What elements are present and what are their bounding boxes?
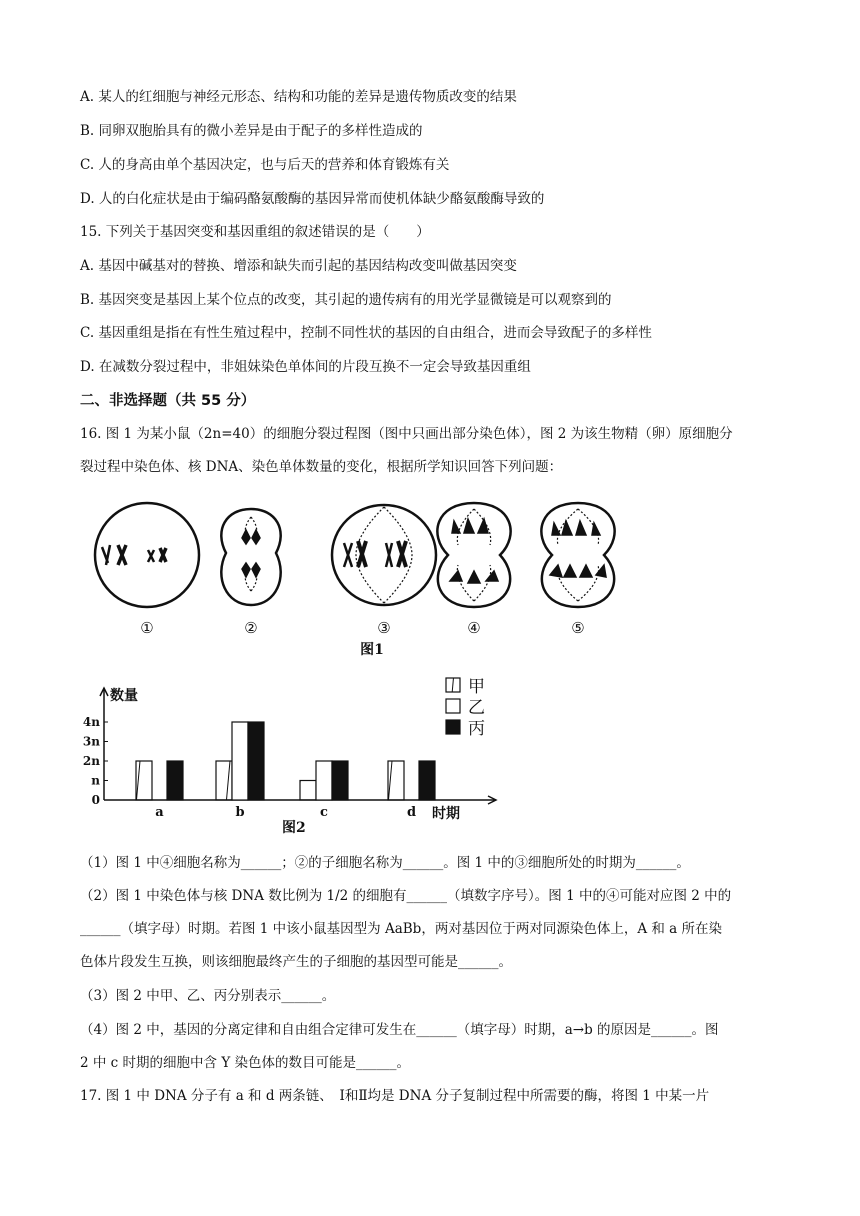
bar-b-hatch — [216, 761, 232, 800]
legend-label: 丙 — [468, 719, 485, 739]
figure-2-caption: 图2 — [282, 820, 306, 836]
x-tick-label: d — [406, 805, 417, 820]
question-16-part-2-line-2: ______（填字母）时期。若图 1 中该小鼠基因型为 AaBb，两对基因位于两对同源染色体上，A 和 a 所在染 — [80, 921, 722, 937]
figure-1 — [76, 495, 796, 665]
cell-3-label: ③ — [377, 619, 391, 637]
figure-1-caption: 图1 — [360, 642, 384, 658]
y-axis-label: 数量 — [110, 688, 138, 704]
question-17: 17. 图 1 中 DNA 分子有 a 和 d 两条链、 Ⅰ和Ⅱ均是 DNA 分子复制过程中所需要的酶，将图 1 中某一片 — [80, 1088, 710, 1104]
cell-5-label: ⑤ — [571, 619, 585, 637]
x-tick-label: c — [320, 805, 328, 820]
option-15a: A. 基因中碱基对的替换、增添和缺失而引起的基因结构改变叫做基因突变 — [80, 258, 517, 274]
question-16-part-2-line-1: （2）图 1 中染色体与核 DNA 数比例为 1/2 的细胞有______（填数字序号）。图 1 中的④可能对应图 2 中的 — [80, 888, 732, 904]
cell-1-label: ① — [140, 619, 154, 637]
option-15d: D. 在减数分裂过程中，非姐妹染色单体间的片段互换不一定会导致基因重组 — [80, 359, 531, 375]
question-16-part-2-line-3: 色体片段发生互换，则该细胞最终产生的子细胞的基因型可能是______。 — [80, 954, 512, 970]
bar-d-black — [419, 761, 435, 800]
bar-a-hatch — [136, 761, 152, 800]
legend-swatch — [446, 699, 460, 713]
cell-2-chromosomes — [242, 517, 260, 591]
cell-1-chromosomes — [102, 545, 166, 565]
question-16-part-1: （1）图 1 中④细胞名称为______；②的子细胞名称为______。图 1 中的③细胞所处的时期为______。 — [80, 855, 690, 871]
y-tick-label: n — [91, 773, 100, 788]
question-16-part-3: （3）图 2 中甲、乙、丙分别表示______。 — [80, 988, 336, 1004]
bar-c-black — [332, 761, 348, 800]
option-14d: D. 人的白化症状是由于编码酪氨酸酶的基因异常而使机体缺少酪氨酸酶导致的 — [80, 191, 545, 207]
x-tick-label: a — [155, 805, 164, 820]
section-heading: 二、非选择题（共 55 分） — [80, 393, 256, 409]
y-tick-label: 2n — [82, 754, 100, 768]
bar-a-black — [167, 761, 183, 800]
option-14a: A. 某人的红细胞与神经元形态、结构和功能的差异是遗传物质改变的结果 — [80, 89, 517, 105]
legend-swatch — [446, 678, 460, 692]
bar-c-hatch — [300, 781, 316, 801]
cell-4-label: ④ — [467, 619, 481, 637]
question-16-part-4-line-2: 2 中 c 时期的细胞中含 Y 染色体的数目可能是______。 — [80, 1055, 411, 1071]
bar-b-white — [232, 722, 248, 800]
question-16-line-1: 16. 图 1 为某小鼠（2n=40）的细胞分裂过程图（图中只画出部分染色体），图 2 为该生物精（卵）原细胞分 — [80, 426, 733, 442]
bar-d-hatch — [388, 761, 404, 800]
x-axis-label: 时期 — [432, 806, 460, 822]
cell-4-chromosomes — [450, 509, 498, 601]
cell-3-chromosomes — [344, 507, 412, 603]
bar-c-white — [316, 761, 332, 800]
cell-5 — [541, 503, 614, 607]
legend-label: 乙 — [468, 698, 485, 718]
y-tick-label: 3n — [82, 734, 100, 749]
option-15b: B. 基因突变是基因上某个位点的改变，其引起的遗传病有的用光学显微镜是可以观察到的 — [80, 292, 612, 308]
cell-1 — [95, 503, 199, 607]
question-16-line-2: 裂过程中染色体、核 DNA、染色单体数量的变化，根据所学知识回答下列问题： — [80, 459, 563, 475]
option-14b: B. 同卵双胞胎具有的微小差异是由于配子的多样性造成的 — [80, 123, 423, 139]
legend-label: 甲 — [468, 677, 485, 697]
x-tick-label: b — [235, 805, 245, 820]
question-15: 15. 下列关于基因突变和基因重组的叙述错误的是（ ） — [80, 224, 430, 240]
figure-2-chart — [76, 672, 536, 842]
option-14c: C. 人的身高由单个基因决定，也与后天的营养和体育锻炼有关 — [80, 157, 450, 173]
legend-swatch — [446, 720, 460, 734]
y-tick-label: 0 — [91, 793, 100, 807]
cell-2-label: ② — [244, 619, 258, 637]
cell-4 — [437, 503, 510, 607]
question-16-part-4-line-1: （4）图 2 中，基因的分离定律和自由组合定律可发生在______（填字母）时期，a→b 的原因是______。图 — [80, 1022, 719, 1038]
bar-b-black — [248, 722, 264, 800]
y-tick-label: 4n — [82, 715, 100, 729]
cell-5-chromosomes — [550, 509, 606, 601]
option-15c: C. 基因重组是指在有性生殖过程中，控制不同性状的基因的自由组合，进而会导致配子的多样性 — [80, 325, 652, 341]
